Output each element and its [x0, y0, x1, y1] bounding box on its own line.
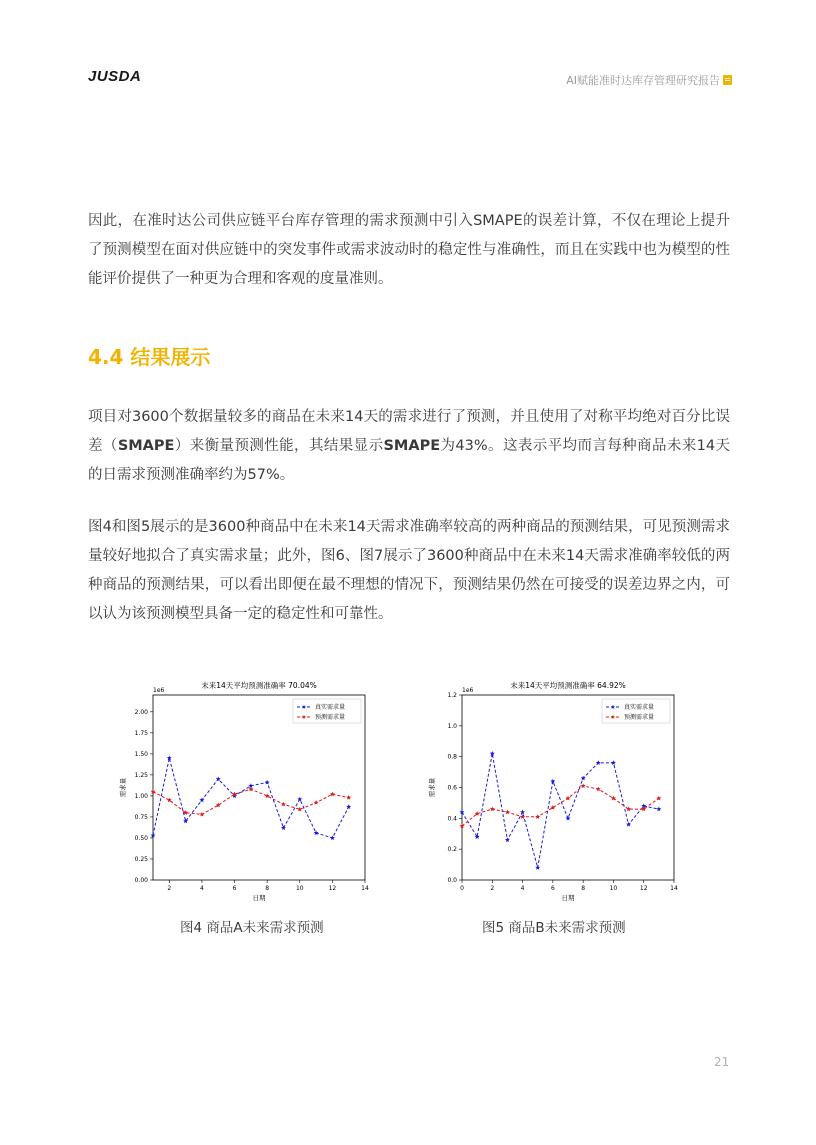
company-logo: JUSDA [88, 68, 142, 85]
legend-label: 预测需求量 [624, 714, 655, 721]
y-tick-label: 0.50 [134, 834, 148, 842]
paragraph-smape-intro: 因此，在准时达公司供应链平台库存管理的需求预测中引入SMAPE的误差计算，不仅在理论上提升了预测模型在面对供应链中的突发事件或需求波动时的稳定性与准确性，而且在实践中也为模型的性能评价提供了一种更为合理和客观的度量准则。 [88, 213, 730, 287]
figure-5-chart [424, 668, 714, 908]
figure-5-caption: 图5 商品B未来需求预测 [482, 920, 626, 936]
y-tick-label: 1.25 [134, 771, 148, 779]
y-multiplier-label: 1e6 [462, 687, 474, 694]
y-tick-label: 1.2 [447, 692, 457, 699]
y-tick-label: 0.8 [447, 753, 457, 761]
x-tick-label: 2 [490, 885, 495, 892]
x-tick-label: 0 [460, 885, 464, 892]
x-axis-label: 日期 [252, 894, 266, 902]
x-tick-label: 14 [670, 885, 678, 892]
y-tick-label: 0.25 [134, 855, 148, 863]
results-text-c: ）来衡量预测性能，其结果显示 [174, 438, 384, 454]
x-tick-label: 6 [550, 885, 555, 892]
y-axis-label: 需求量 [119, 777, 127, 798]
y-tick-label: 1.0 [447, 722, 457, 730]
chart-title: 未来14天平均预测准确率 64.92% [510, 681, 626, 690]
chart-product-b [424, 668, 714, 908]
smape-term-1: SMAPE [117, 438, 175, 454]
y-tick-label: 0.6 [447, 784, 457, 792]
results-text-e: 为43%。这表示平均而言每种商品未来14天的日需求预测准确率约为57%。 [88, 438, 731, 483]
chart-title: 未来14天平均预测准确率 70.04% [201, 681, 317, 690]
x-tick-label: 12 [639, 885, 648, 892]
chart-background [424, 668, 714, 908]
chart-background [115, 668, 405, 908]
y-tick-label: 0.75 [134, 813, 148, 821]
x-tick-label: 4 [200, 885, 204, 892]
y-tick-label: 0.0 [447, 877, 457, 884]
y-axis-label: 需求量 [428, 777, 436, 798]
smape-term-2: SMAPE [383, 438, 441, 454]
x-tick-label: 8 [265, 885, 270, 892]
paragraph-figure-explanation: 图4和图5展示的是3600种商品中在未来14天需求准确率较高的两种商品的预测结果，可见预测需求量较好地拟合了真实需求量；此外，图6、图7展示了3600种商品中在未来14天需求准确率较低的两种商品的预测结果，可以看出即便在最不理想的情况下，预测结果仍然在可接受的误差边界之内，可以认为该预测模型具备一定的稳定性和可靠性。 [88, 519, 730, 622]
x-axis-label: 日期 [561, 894, 575, 902]
report-title-text: AI赋能准时达库存管理研究报告 [566, 74, 720, 87]
x-tick-label: 10 [609, 885, 618, 892]
figure-4-caption: 图4 商品A未来需求预测 [180, 920, 324, 936]
legend-label: 预测需求量 [315, 714, 346, 721]
paragraph-results [88, 403, 730, 490]
report-title [566, 72, 732, 88]
document-icon [723, 75, 732, 85]
x-tick-label: 12 [328, 885, 337, 892]
section-heading: 4.4 结果展示 [88, 345, 211, 369]
legend-label: 真实需求量 [315, 704, 346, 711]
x-tick-label: 10 [295, 885, 304, 892]
legend-label: 真实需求量 [624, 704, 655, 711]
results-text-a: 项目对3600个数据量较多的商品在未来14天的需求进行了预测，并且使用了对称平均绝对百分比误差（ [88, 409, 730, 454]
page-number: 21 [714, 1055, 730, 1069]
y-tick-label: 0.2 [447, 846, 457, 854]
y-tick-label: 2.00 [134, 708, 148, 716]
y-tick-label: 1.00 [134, 792, 148, 800]
chart-product-a [115, 668, 405, 908]
y-multiplier-label: 1e6 [153, 687, 165, 694]
y-tick-label: 0.4 [447, 815, 457, 823]
x-tick-label: 14 [361, 885, 369, 892]
x-tick-label: 2 [167, 885, 172, 892]
x-tick-label: 6 [232, 885, 237, 892]
y-tick-label: 1.50 [134, 750, 148, 758]
y-tick-label: 0.00 [134, 877, 148, 884]
figure-4-chart [115, 668, 405, 908]
y-tick-label: 1.75 [134, 729, 148, 737]
x-tick-label: 4 [520, 885, 525, 892]
x-tick-label: 8 [581, 885, 586, 892]
